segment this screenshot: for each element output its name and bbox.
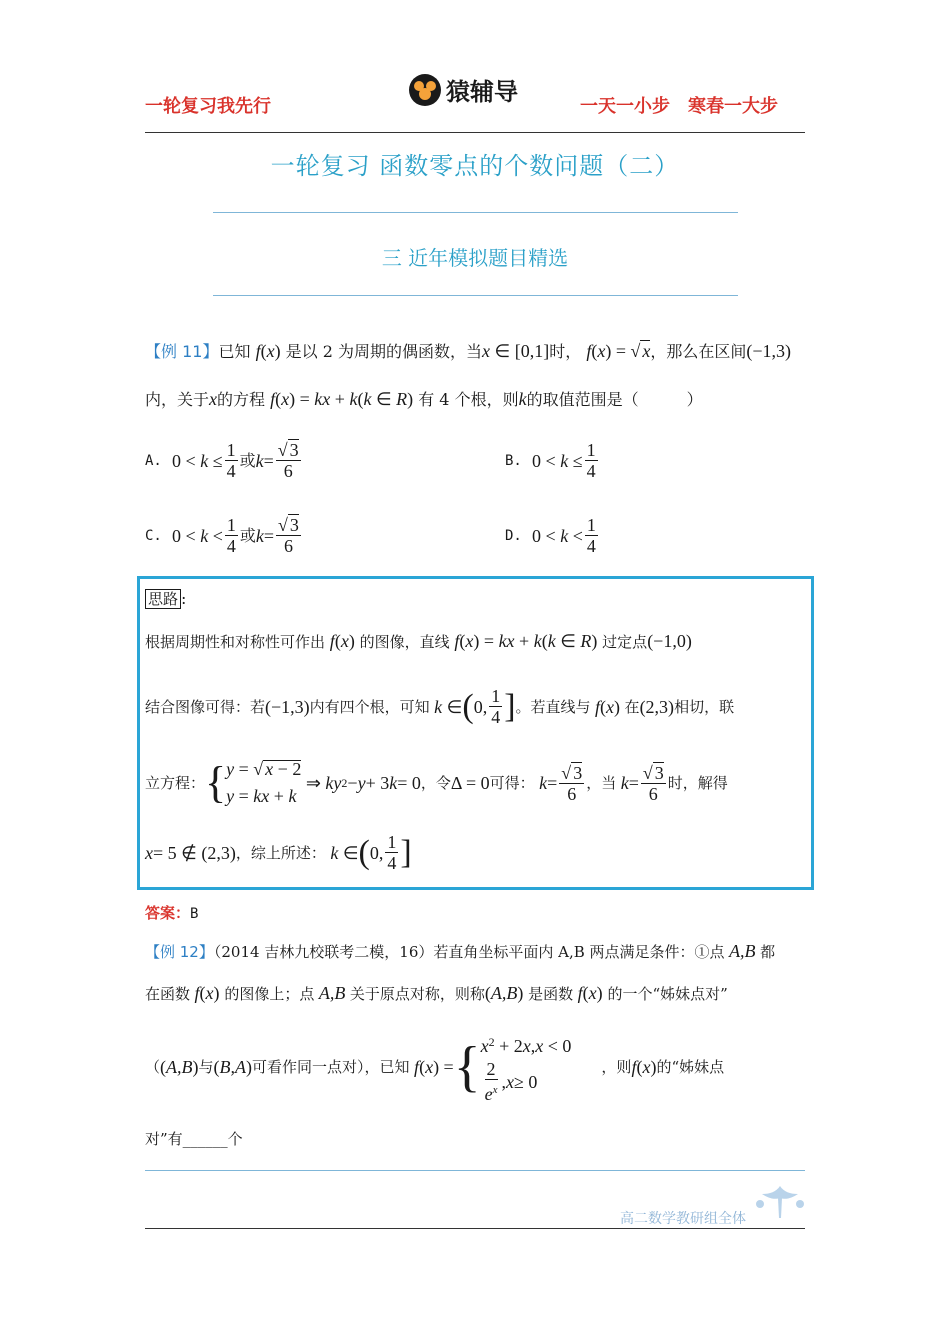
text: 是以 2 为周期的偶函数，当 [285, 342, 483, 361]
text: ，则 [601, 1058, 632, 1076]
text: 都 [760, 943, 776, 961]
text: 结合图像可得：若 [145, 697, 266, 716]
text: 的图像上；点 [224, 985, 315, 1003]
example11-label: 【例 11】 [145, 342, 219, 361]
text: 的取值范围是（ ） [526, 390, 703, 409]
text: 时， [549, 342, 582, 361]
example11-line2: 内，关于x的方程 f(x) = kx + k(k ∈ R) 有 4 个根，则k的取值范围是（ ） [145, 389, 703, 409]
title-rule [213, 212, 738, 213]
text: : [181, 589, 187, 608]
footer-emblem-icon [750, 1182, 810, 1222]
text: 立方程： [145, 774, 206, 792]
text: 在函数 [145, 985, 191, 1003]
answer-line [145, 902, 198, 925]
text: ，综上所述： [235, 843, 326, 862]
footer-text: 高二数学教研组全体 [620, 1211, 746, 1227]
example12-line1: 【例 12】（2014 吉林九校联考二模，16）若直角坐标平面内 A,B 两点满足条件：①点 A,B 都 [145, 941, 776, 961]
solution-p2: 结合图像可得：若 (−1,3) 内有四个根，可知 k ∈ ( 0, $\frac{1}{4}$ ] 。若直线与 f ( x ) 在 (2,3) 相切，联 [145, 686, 735, 727]
example11-line1: 【例 11】已知 f(x) 是以 2 为周期的偶函数，当x ∈ [0,1]时， f(x) = √ x，那么在区间(−1,3) [145, 341, 792, 361]
header-left-slogan: 一轮复习我先行 [145, 96, 271, 117]
text: 的“姊妹点 [656, 1058, 725, 1076]
option-d: D. 0 < k < $\frac{1}{4}$ [505, 515, 596, 556]
header-rule [145, 132, 805, 133]
footer-top-rule [145, 1170, 805, 1171]
text: 是函数 [528, 985, 574, 1003]
answer-value: B [190, 906, 199, 922]
logo-text: 猿辅导 [446, 78, 518, 106]
option-a: A. 0 < k ≤ $\frac{1}{4}$ 或 k = $\frac{√ 3}{6}$ [145, 440, 299, 481]
text: 内，关于 [145, 390, 210, 409]
text: 有 4 个根，则 [418, 390, 519, 409]
option-b: B. 0 < k ≤ $\frac{1}{4}$ [505, 440, 596, 481]
solution-p4: x = 5 ∉ (2,3) ，综上所述： k ∈ ( 0, $\frac{1}{4}$ ] [145, 832, 412, 873]
text: 时，解得 [667, 774, 728, 792]
answer-label: 答案： [145, 904, 191, 922]
text: 可得： [489, 774, 535, 792]
logo-icon [408, 73, 442, 107]
text: 已知 [218, 342, 251, 361]
text: 过定点 [602, 633, 648, 651]
text: 在 [624, 697, 640, 716]
text: 关于原点对称，则称 [349, 985, 485, 1003]
solution-header [145, 588, 186, 610]
text: ，那么在区间 [650, 342, 747, 361]
example12-line4: 对”有______个 [145, 1130, 243, 1148]
option-label: A. [145, 452, 162, 469]
example12-line3: （ ( A,B ) 与 ( B,A ) 可看作同一点对），已知 f ( x ) = { $x^2 + 2x,x < 0$ $\frac{2}{e^x}$ , x ≥ 0 ，则 f ( x ) 的“姊妹点 [145, 1035, 725, 1104]
text: ，当 [586, 774, 617, 792]
text: （ [145, 1058, 161, 1076]
footer-bottom-rule [145, 1228, 805, 1229]
section-rule [213, 295, 738, 296]
header-logo [408, 70, 538, 110]
solution-p1: 根据周期性和对称性可作出 f(x) 的图像，直线 f(x) = kx + k(k ∈ R) 过定点(−1,0) [145, 631, 692, 651]
text: 的方程 [217, 390, 266, 409]
text: （2014 吉林九校联考二模，16）若直角坐标平面内 A,B 两点满足条件：①点 [213, 943, 725, 961]
option-c: C. 0 < k < $\frac{1}{4}$ 或 k = $\frac{√ 3}{6}$ [145, 515, 299, 556]
text: ，令 [420, 774, 451, 792]
example12-line2: 在函数 f(x) 的图像上；点 A,B 关于原点对称，则称(A,B) 是函数 f(x) 的一个“姊妹点对” [145, 983, 728, 1003]
option-label: D. [505, 527, 522, 544]
page-title: 一轮复习 函数零点的个数问题（二） [270, 152, 680, 180]
text: 。若直线与 [515, 697, 591, 716]
text: 与 [198, 1058, 214, 1076]
section-title: 三 近年模拟题目精选 [381, 246, 569, 270]
text: 或 [239, 450, 256, 470]
option-label: B. [505, 452, 522, 469]
solution-tag: 思路 [145, 589, 181, 609]
text: 根据周期性和对称性可作出 [145, 633, 326, 651]
text: 的一个“姊妹点对” [607, 985, 728, 1003]
example12-label: 【例 12】 [145, 943, 214, 961]
text: 或 [239, 525, 256, 545]
solution-p3: 立方程： { y = √ x − 2 y = kx + k ⇒ ky 2 − y + 3 k = 0 ，令 Δ = 0 可得： k = $\frac{√ 3}{6}$ ，当 k = $\frac{√ 3}{6}$ 时，解得 [145, 758, 728, 807]
text: 可看作同一点对），已知 [252, 1058, 410, 1076]
text: 相切，联 [674, 697, 735, 716]
option-label: C. [145, 527, 162, 544]
text: 的图像，直线 [359, 633, 450, 651]
header-right-slogan: 一天一小步 寒春一大步 [580, 96, 778, 117]
text: 内有四个根，可知 [309, 697, 430, 716]
